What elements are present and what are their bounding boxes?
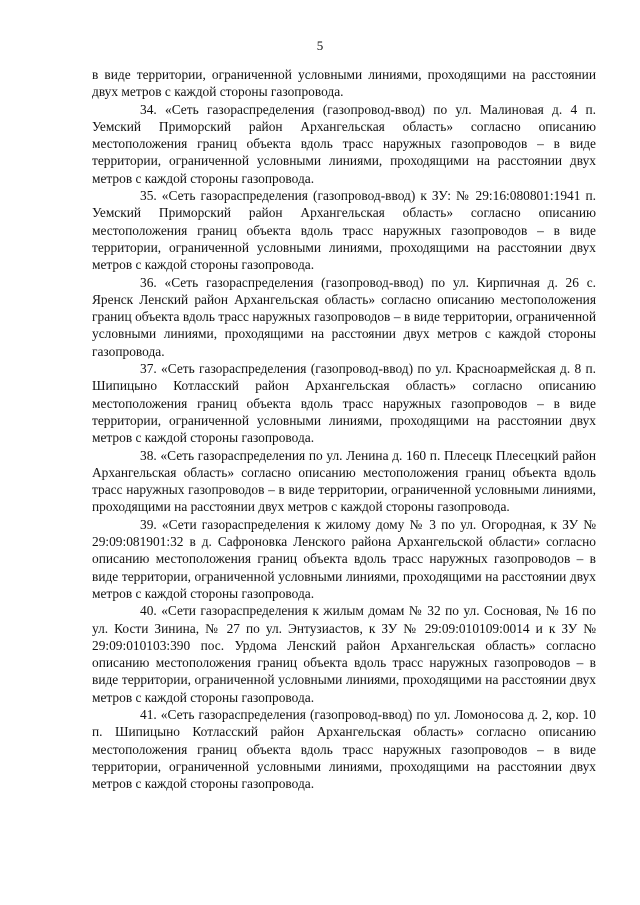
page-number: 5 — [316, 38, 324, 53]
paragraph-item-35: 35. «Сеть газораспределения (газопровод-ввод) к ЗУ: № 29:16:080801:1941 п. Уемский Приморский район Архангельская область» согласно описанию местоположения границ объекта вдоль трасс наружных газопроводов – в виде территории, ограниченной условными линиями, проходящими на расстоянии двух метров с каждой стороны газопровода. — [92, 188, 596, 273]
document-body — [92, 66, 596, 792]
paragraph-item-40: 40. «Сети газораспределения к жилым домам № 32 по ул. Сосновая, № 16 по ул. Кости Зинина, № 27 по ул. Энтузиастов, к ЗУ № 29:09:010109:0014 и к ЗУ № 29:09:010103:390 пос. Урдома Ленский район Архангельская область» согласно описанию местоположения границ объекта вдоль трасс наружных газопроводов – в виде территории, ограниченной условными линиями, проходящими на расстоянии двух метров с каждой стороны газопровода. — [92, 603, 596, 705]
paragraph-item-36: 36. «Сеть газораспределения (газопровод-ввод) по ул. Кирпичная д. 26 с. Яренск Ленский район Архангельская область» согласно описанию местоположения границ объекта вдоль трасс наружных газопроводов – в виде территории, ограниченной условными линиями, проходящими на расстоянии двух метров с каждой стороны газопровода. — [92, 274, 596, 359]
paragraph-item-39: 39. «Сети газораспределения к жилому дому № 3 по ул. Огородная, к ЗУ № 29:09:081901:32 в д. Сафроновка Ленского района Архангельской области» согласно описанию местоположения границ объекта вдоль трасс наружных газопроводов – в виде территории, ограниченной условными линиями, проходящими на расстоянии двух метров с каждой стороны газопровода. — [92, 516, 596, 601]
paragraph-item-37: 37. «Сеть газораспределения (газопровод-ввод) по ул. Красноармейская д. 8 п. Шипицыно Котласский район Архангельская область» согласно описанию местоположения границ объекта вдоль трасс наружных газопроводов – в виде территории, ограниченной условными линиями, проходящими на расстоянии двух метров с каждой стороны газопровода. — [92, 361, 596, 446]
paragraph-item-38: 38. «Сеть газораспределения по ул. Ленина д. 160 п. Плесецк Плесецкий район Архангельская область» согласно описанию местоположения границ объекта вдоль трасс наружных газопроводов – в виде территории, ограниченной условными линиями, проходящими на расстоянии двух метров с каждой стороны газопровода. — [92, 447, 596, 515]
paragraph-continuation: в виде территории, ограниченной условными линиями, проходящими на расстоянии двух метров с каждой стороны газопровода. — [92, 67, 596, 100]
paragraph-item-34: 34. «Сеть газораспределения (газопровод-ввод) по ул. Малиновая д. 4 п. Уемский Приморский район Архангельская область» согласно описанию местоположения границ объекта вдоль трасс наружных газопроводов – в виде территории, ограниченной условными линиями, проходящими на расстоянии двух метров с каждой стороны газопровода. — [92, 101, 596, 186]
paragraph-item-41: 41. «Сеть газораспределения (газопровод-ввод) по ул. Ломоносова д. 2, кор. 10 п. Шипицыно Котласский район Архангельская область» согласно описанию местоположения границ объекта вдоль трасс наружных газопроводов – в виде территории, ограниченной условными линиями, проходящими на расстоянии двух метров с каждой стороны газопровода. — [92, 706, 596, 792]
